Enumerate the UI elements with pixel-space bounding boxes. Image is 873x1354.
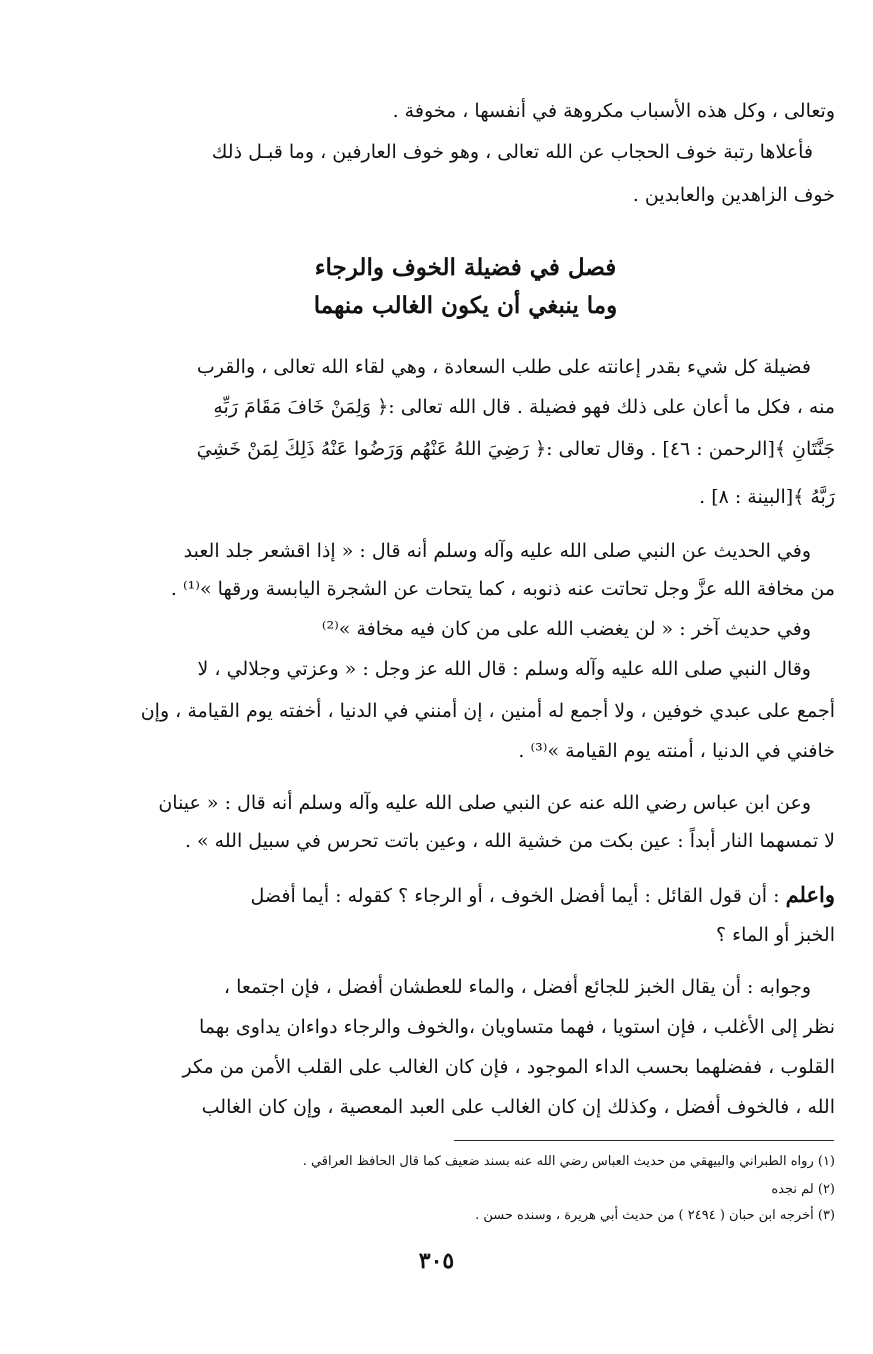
text-line: وجوابه : أن يقال الخبز للجائع أفضل ، والماء للعطشان أفضل ، فإن اجتمعا ، (223, 976, 811, 998)
body-text (96, 352, 835, 1132)
section-heading-line-2: وما ينبغي أن يكون الغالب منهما (313, 292, 618, 319)
text-line: جَنَّتَانِ ﴾[الرحمن : ٤٦] . وقال تعالى :﴿ رَضِيَ اللهُ عَنْهُم وَرَضُوا عَنْهُ ذَلِكَ لِمَنْ خَشِيَ (196, 438, 835, 460)
text-line: خوف الزاهدين والعابدين . (632, 184, 835, 206)
text-line: الخبز أو الماء ؟ (716, 924, 835, 946)
text-line (96, 880, 835, 911)
text-line: وتعالى ، وكل هذه الأسباب مكروهة في أنفسها ، مخوفة . (392, 100, 835, 122)
top-paragraph (96, 96, 835, 216)
footnote-divider (454, 1140, 834, 1141)
text-line: منه ، فكل ما أعان على ذلك فهو فضيلة . قال الله تعالى :﴿ وَلِمَنْ خَافَ مَقَامَ رَبِّهِ (213, 396, 835, 418)
text-line: الله ، فالخوف أفضل ، وكذلك إن كان الغالب على العبد المعصية ، وإن كان الغالب (201, 1096, 835, 1118)
footnote-1: (١) رواه الطبراني والبيهقي من حديث العباس رضي الله عنه بسند ضعيف كما قال الحافظ العراقي . (302, 1154, 835, 1169)
footnote-2: (٢) لم نجده (771, 1182, 835, 1197)
text-span: : أن قول القائل : أيما أفضل الخوف ، أو الرجاء ؟ كقوله : أيما أفضل (250, 885, 780, 907)
text-line: لا تمسهما النار أبداً : عين بكت من خشية الله ، وعين باتت تحرس في سبيل الله » . (184, 830, 835, 852)
text-line: أجمع على عبدي خوفين ، ولا أجمع له أمنين ، إن أمنني في الدنيا ، أخفته يوم القيامة ، وإن (140, 700, 835, 722)
text-line: وفي الحديث عن النبي صلى الله عليه وآله وسلم أنه قال : « إذا اقشعر جلد العبد (183, 540, 811, 562)
text-line: وعن ابن عباس رضي الله عنه عن النبي صلى الله عليه وآله وسلم أنه قال : « عينان (158, 792, 811, 814)
text-line: رَبَّهُ ﴾[البينة : ٨] . (699, 486, 835, 508)
text-line: وقال النبي صلى الله عليه وآله وسلم : قال الله عز وجل : « وعزتي وجلالي ، لا (197, 658, 811, 680)
footnote-3: (٣) أخرجه ابن حبان ( ٢٤٩٤ ) من حديث أبي هريرة ، وسنده حسن . (475, 1208, 835, 1223)
section-heading-line-1: فصل في فضيلة الخوف والرجاء (314, 254, 617, 281)
text-line: من مخافة الله عزَّ وجل تحاتت عنه ذنوبه ، كما يتحات عن الشجرة اليابسة ورقها »⁽¹⁾ . (170, 578, 835, 600)
text-line: نظر إلى الأغلب ، فإن استويا ، فهما متساويان ،والخوف والرجاء دواءان يداوى بهما (199, 1016, 835, 1038)
text-line: القلوب ، ففضلهما بحسب الداء الموجود ، فإن كان الغالب على القلب الأمن من مكر (182, 1056, 835, 1078)
text-line: فأعلاها رتبة خوف الحجاب عن الله تعالى ، وهو خوف العارفين ، وما قبـل ذلك (211, 141, 813, 163)
page-number: ٣٠٥ (418, 1248, 455, 1274)
text-line: وفي حديث آخر : « لن يغضب الله على من كان فيه مخافة »⁽²⁾ (321, 618, 811, 640)
text-line: فضيلة كل شيء بقدر إعانته على طلب السعادة ، وهي لقاء الله تعالى ، والقرب (196, 356, 811, 378)
text-line: خافني في الدنيا ، أمنته يوم القيامة »⁽³⁾ . (518, 740, 835, 762)
bold-lead-word: واعلم (785, 882, 835, 907)
